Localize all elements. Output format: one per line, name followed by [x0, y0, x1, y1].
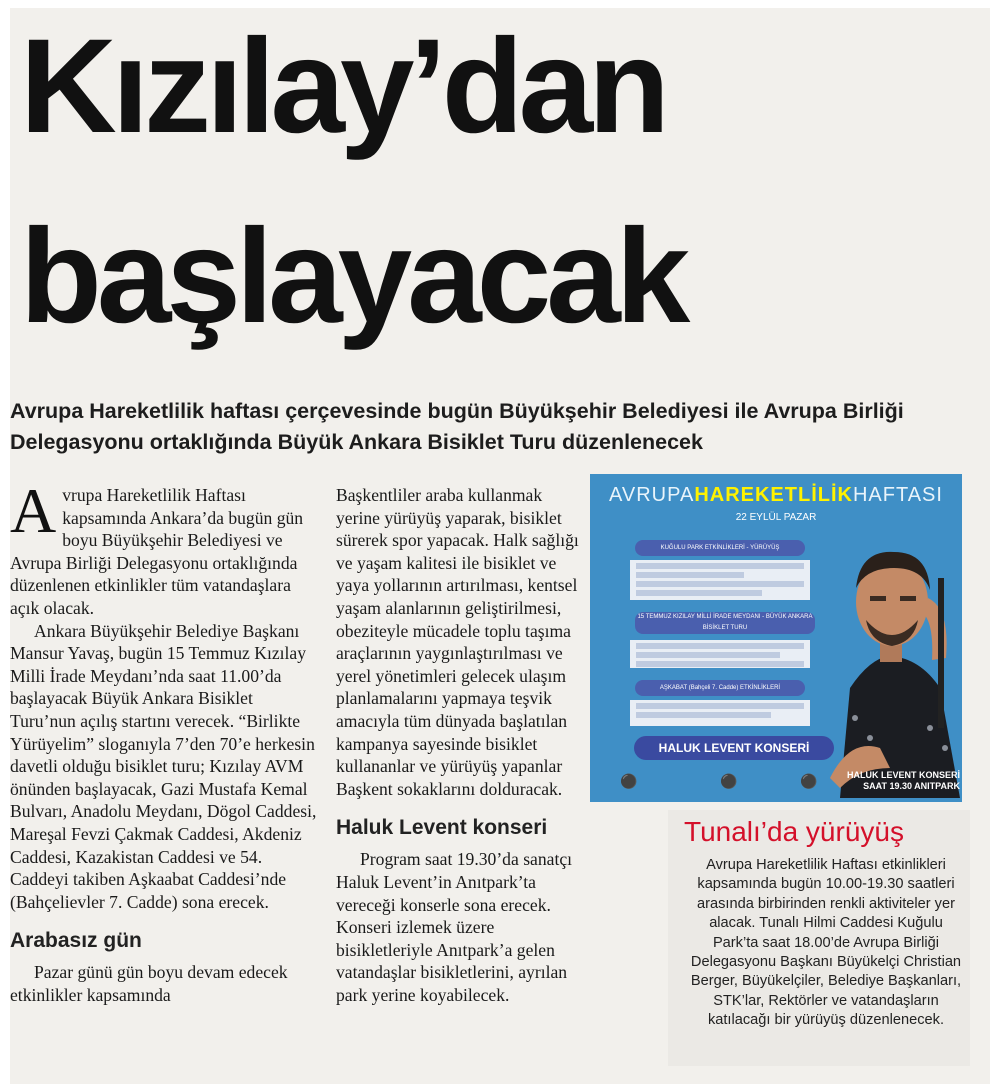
poster-footer-line-2: SAAT 19.30 ANITPARK	[863, 781, 960, 791]
poster-schedule-2	[630, 640, 810, 668]
poster-concert-bar: HALUK LEVENT KONSERİ	[634, 736, 834, 760]
sidebar-title: Tunalı’da yürüyüş	[684, 816, 904, 847]
drop-cap: A	[10, 475, 57, 546]
singer-photo	[810, 538, 962, 798]
poster-bar-askabat: AŞKABAT (Bahçeli 7. Cadde) ETKİNLİKLERİ	[635, 680, 805, 696]
poster-schedule-3	[630, 700, 810, 726]
article-paragraph-2: Ankara Büyükşehir Belediye Başkanı Mansur Yavaş, bugün 15 Temmuz Kızılay Milli İrade Meydanı’nda saat 11.00’da başlayacak Büyük Ankara Bisiklet Turu’nun açılış startını verecek. “Birlikte Yürüyelim” sloganıyla 7’den 70’e herkesin davetli olduğu bisiklet turu; Kızılay AVM önünden başlayacak, Gazi Mustafa Kemal Bulvarı, Anadolu Meydanı, Dögol Caddesi, Mareşal Fevzi Çakmak Caddesi, Akdeniz Caddesi, Kazakistan Caddesi ve 54. Caddeyi takiben Aşkaabat Caddesi’nde (Bahçelievler 7. Cadde) sona erecek.	[10, 620, 317, 912]
poster-date: 22 EYLÜL PAZAR	[735, 512, 817, 523]
headline-line-2: başlayacak	[20, 202, 686, 351]
bicycle-icon: ⚫	[620, 775, 638, 790]
subheadline: Avrupa Hareketlilik haftası çerçevesinde bugün Büyükşehir Belediyesi ile Avrupa Birliği Delegasyonu ortaklığında Büyük Ankara Bisiklet Turu düzenlenecek	[10, 399, 904, 454]
article-paragraph-3: Pazar günü gün boyu devam edecek etkinlikler kapsamında	[10, 962, 288, 1005]
article-column-2	[336, 484, 584, 1006]
poster-footer	[800, 770, 960, 792]
poster-title-post: HAFTASI	[852, 484, 943, 506]
poster-bar-kizilay: 15 TEMMUZ KIZILAY MİLLİ İRADE MEYDANI - BÜYÜK ANKARA BİSİKLET TURU	[635, 612, 815, 634]
headline-line-1: Kızılay’dan	[20, 12, 665, 161]
poster-title	[590, 484, 962, 507]
bicycle-icon: ⚫	[720, 775, 738, 790]
poster-footer-line-1: HALUK LEVENT KONSERİ	[846, 770, 960, 780]
sidebar-text: Avrupa Hareketlilik Haftası etkinlikleri kapsamında bugün 10.00-19.30 saatleri arasında birbirinden renkli aktiviteler yer alacak. Tunalı Hilmi Caddesi Kuğulu Park’ta saat 18.00’de Avrupa Birliği Delegasyonu Başkanı Büyükelçi Christian Berger, Büyükelçiler, Belediye Başkanları, STK’lar, Rektörler ve vatandaşların katılacağı bir yürüyüş düzenlenecek.	[690, 857, 962, 1029]
section-subtitle-arabasiz-gun: Arabasız gün	[10, 929, 142, 953]
poster-schedule-1	[630, 560, 810, 600]
poster-bar-kugulu: KUĞULU PARK ETKİNLİKLERİ - YÜRÜYÜŞ	[635, 540, 805, 556]
section-subtitle-konser: Haluk Levent konseri	[336, 816, 548, 840]
bicycle-icon: ⚫	[800, 775, 818, 790]
event-poster	[590, 474, 962, 802]
poster-title-bold: HAREKETLİLİK	[694, 484, 853, 506]
article-paragraph-1: vrupa Hareketlilik Haftası kapsamında Ankara’da bugün gün boyu Büyükşehir Belediyesi ve Avrupa Birliği Delegasyonu ortaklığında düzenlenen etkinlikler tüm vatandaşlara açık olacak.	[10, 485, 304, 618]
poster-title-pre: AVRUPA	[609, 484, 695, 506]
article-paragraph-4: Başkentliler araba kullanmak yerine yürüyüş yaparak, bisiklet sürerek spor yapacak. Halk sağlığı ve yaşam kalitesi ile bisiklet ve yaya yollarının artırılması, kentsel yaşam alanlarının geliştirilmesi, obeziteyle mücadele toplu taşıma araçlarının yaygınlaştırılması ve yerel yönetimleri gelecek ulaşım planlamalarını yapmaya teşvik amacıyla tüm dünyada başlatılan kampanya sayesinde bisiklet kullananlar ve yürüyüş yapanlar Başkent sokaklarını dolduracak.	[336, 485, 579, 799]
article-column-1	[10, 475, 318, 1006]
article-paragraph-5: Program saat 19.30’da sanatçı Haluk Levent’in Anıtpark’ta vereceği konserle sona erecek. Konseri izlemek üzere bisikletleriyle Anıtpark’a gelen vatandaşlar bisikletlerini, ayrılan park yerine koyabilecek.	[336, 849, 573, 1005]
